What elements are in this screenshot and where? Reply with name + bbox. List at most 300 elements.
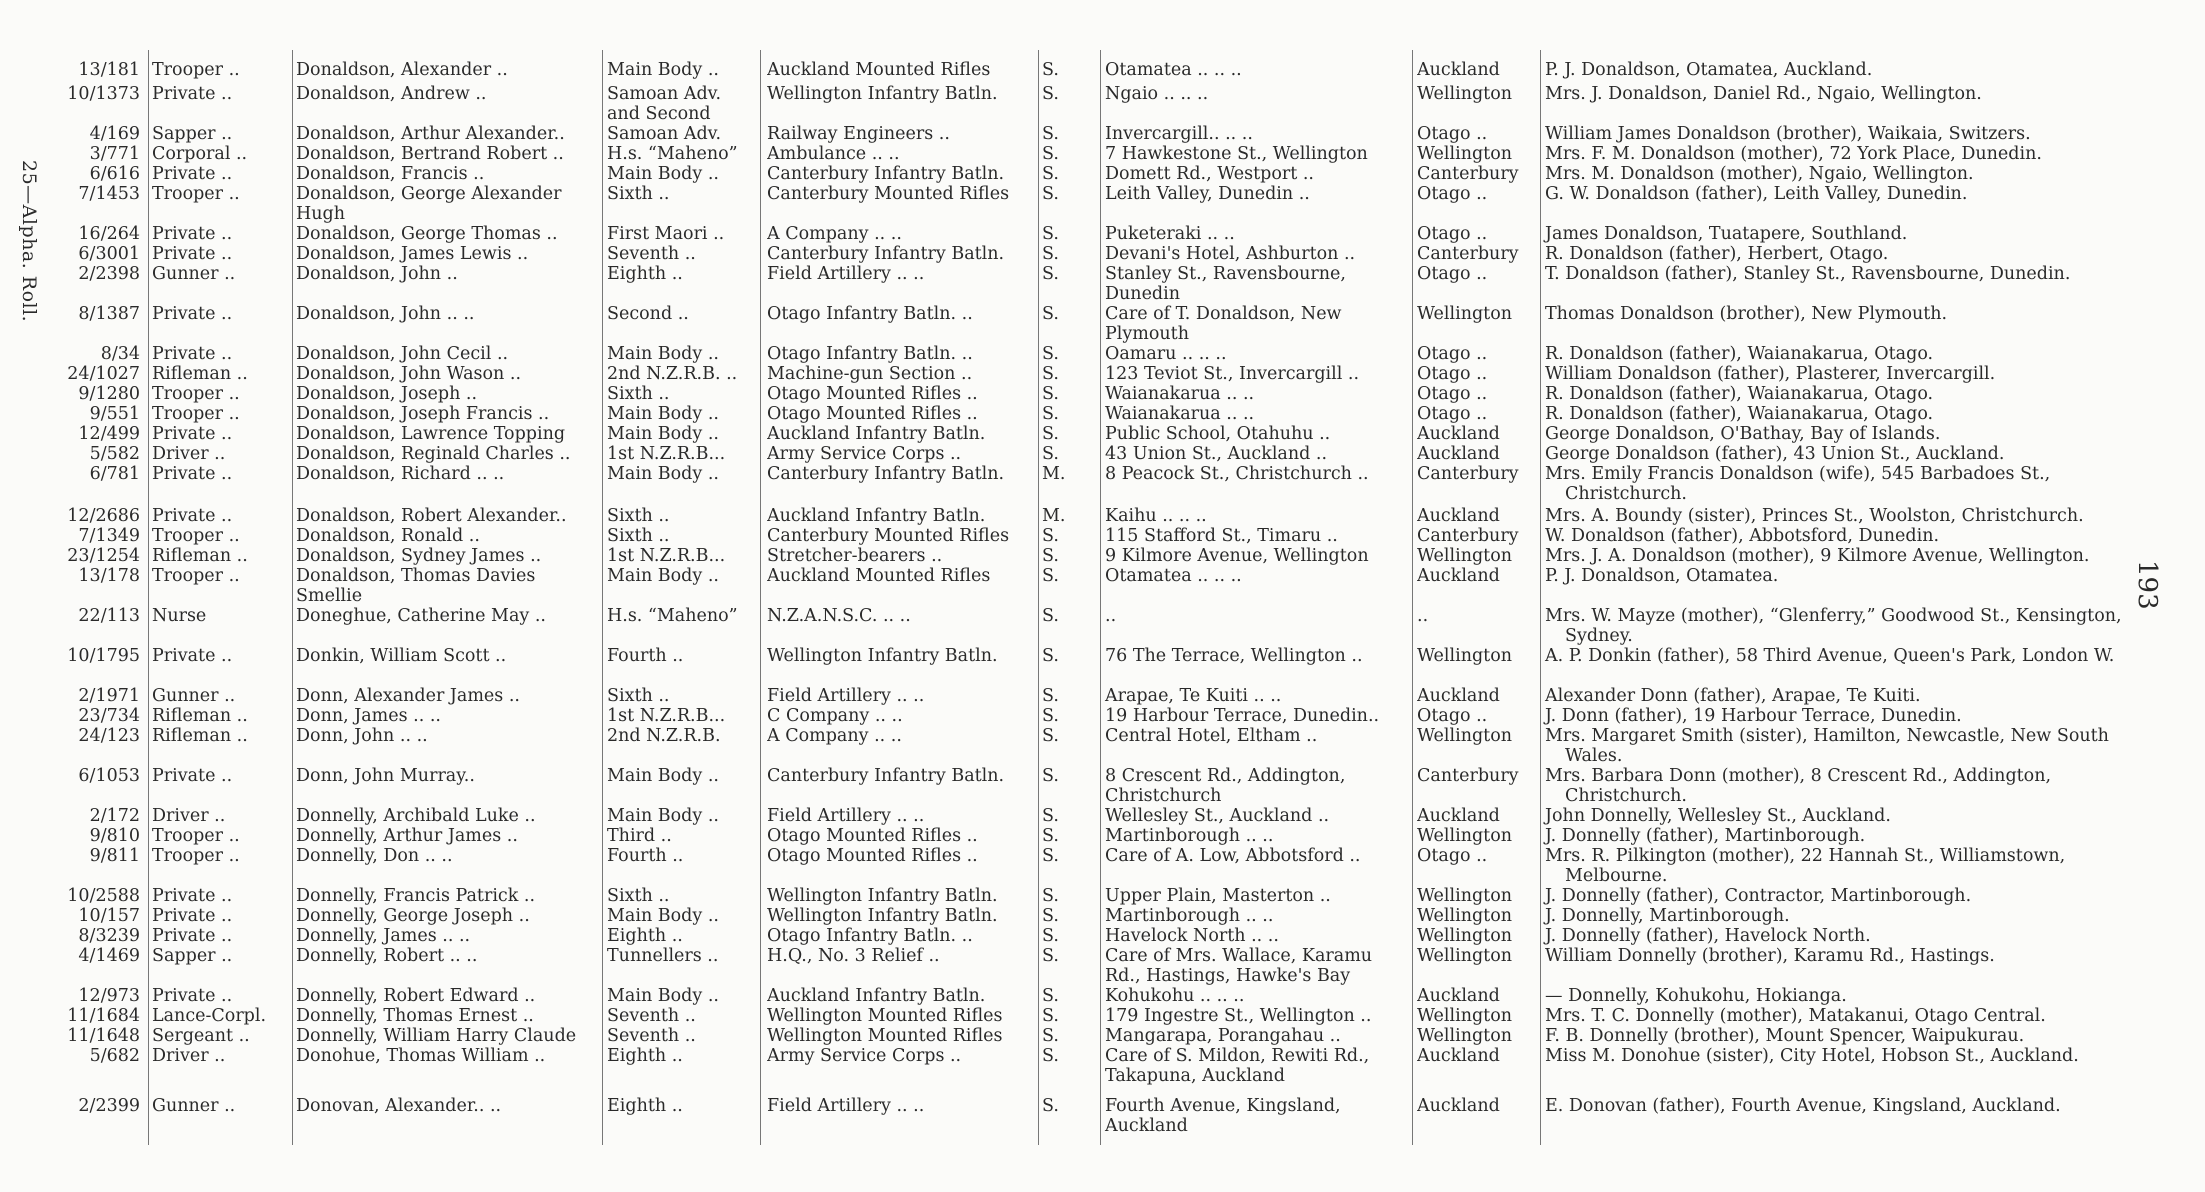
table-row bbox=[0, 404, 2205, 426]
rank: Rifleman .. bbox=[152, 364, 248, 384]
next-of-kin: E. Donovan (father), Fourth Avenue, Kingsland, Auckland. bbox=[1545, 1096, 2061, 1116]
rank: Rifleman .. bbox=[152, 706, 248, 726]
soldier-name: Donaldson, Lawrence Topping bbox=[296, 424, 566, 444]
unit: Main Body .. bbox=[607, 806, 719, 826]
rank: Private .. bbox=[152, 244, 233, 264]
corps: Army Service Corps .. bbox=[767, 444, 962, 464]
rank: Corporal .. bbox=[152, 144, 248, 164]
corps: Wellington Infantry Batln. bbox=[767, 886, 998, 906]
marital-status: S. bbox=[1042, 846, 1059, 866]
table-row bbox=[0, 464, 2205, 504]
rank: Lance-Corpl. bbox=[152, 1006, 267, 1026]
next-of-kin: Mrs. A. Boundy (sister), Princes St., Woolston, Christchurch. bbox=[1545, 506, 2084, 526]
next-of-kin: F. B. Donnelly (brother), Mount Spencer, Waipukurau. bbox=[1545, 1026, 2025, 1046]
unit: Sixth .. bbox=[607, 686, 670, 706]
table-row bbox=[0, 906, 2205, 928]
marital-status: S. bbox=[1042, 144, 1059, 164]
roll-number: 10/157 bbox=[78, 906, 140, 926]
marital-status: S. bbox=[1042, 244, 1059, 264]
district: Auckland bbox=[1417, 566, 1500, 586]
district: Canterbury bbox=[1417, 766, 1519, 786]
district: Otago .. bbox=[1417, 124, 1488, 144]
soldier-name: Donaldson, Ronald .. bbox=[296, 526, 480, 546]
next-of-kin: J. Donnelly (father), Contractor, Martinborough. bbox=[1545, 886, 1972, 906]
roll-number: 23/734 bbox=[78, 706, 140, 726]
address: 43 Union St., Auckland .. bbox=[1105, 444, 1328, 464]
table-row bbox=[0, 846, 2205, 886]
next-of-kin: R. Donaldson (father), Waianakarua, Otago. bbox=[1545, 404, 1934, 424]
marital-status: S. bbox=[1042, 60, 1059, 80]
table-row bbox=[0, 364, 2205, 386]
unit: Tunnellers .. bbox=[607, 946, 719, 966]
corps: Wellington Infantry Batln. bbox=[767, 646, 998, 666]
district: Auckland bbox=[1417, 686, 1500, 706]
column-divider bbox=[1540, 50, 1541, 1145]
next-of-kin: William James Donaldson (brother), Waikaia, Switzers. bbox=[1545, 124, 2031, 144]
district: Wellington bbox=[1417, 646, 1513, 666]
next-of-kin: Mrs. R. Pilkington (mother), 22 Hannah St., Williamstown, Melbourne. bbox=[1545, 846, 2066, 886]
corps: Auckland Mounted Rifles bbox=[767, 60, 991, 80]
roll-number: 22/113 bbox=[78, 606, 140, 626]
rank: Sergeant .. bbox=[152, 1026, 250, 1046]
corps: Otago Infantry Batln. .. bbox=[767, 344, 973, 364]
district: Auckland bbox=[1417, 1046, 1500, 1066]
unit: Second .. bbox=[607, 304, 689, 324]
table-row bbox=[0, 344, 2205, 366]
district: Wellington bbox=[1417, 304, 1513, 324]
corps: Canterbury Infantry Batln. bbox=[767, 464, 1005, 484]
district: Wellington bbox=[1417, 886, 1513, 906]
unit: Main Body .. bbox=[607, 766, 719, 786]
next-of-kin: George Donaldson (father), 43 Union St., Auckland. bbox=[1545, 444, 2005, 464]
roll-number: 9/551 bbox=[89, 404, 140, 424]
table-row bbox=[0, 546, 2205, 568]
roll-number: 12/499 bbox=[78, 424, 140, 444]
corps: Field Artillery .. .. bbox=[767, 264, 925, 284]
table-row bbox=[0, 264, 2205, 304]
rank: Rifleman .. bbox=[152, 546, 248, 566]
unit: Main Body .. bbox=[607, 60, 719, 80]
rank: Private .. bbox=[152, 464, 233, 484]
rank: Private .. bbox=[152, 506, 233, 526]
roll-number: 2/2399 bbox=[78, 1096, 140, 1116]
soldier-name: Donaldson, Joseph .. bbox=[296, 384, 478, 404]
rank: Private .. bbox=[152, 886, 233, 906]
address: Oamaru .. .. .. bbox=[1105, 344, 1227, 364]
unit: Sixth .. bbox=[607, 384, 670, 404]
address: Kohukohu .. .. .. bbox=[1105, 986, 1245, 1006]
corps: Canterbury Mounted Rifles bbox=[767, 526, 1010, 546]
marital-status: S. bbox=[1042, 726, 1059, 746]
district: Canterbury bbox=[1417, 164, 1519, 184]
district: Wellington bbox=[1417, 546, 1513, 566]
address: Martinborough .. .. bbox=[1105, 826, 1274, 846]
table-row bbox=[0, 444, 2205, 466]
marital-status: S. bbox=[1042, 124, 1059, 144]
unit: Fourth .. bbox=[607, 646, 684, 666]
rank: Driver .. bbox=[152, 806, 226, 826]
unit: 1st N.Z.R.B... bbox=[607, 546, 726, 566]
corps: Canterbury Infantry Batln. bbox=[767, 766, 1005, 786]
unit: Main Body .. bbox=[607, 986, 719, 1006]
marital-status: S. bbox=[1042, 646, 1059, 666]
soldier-name: Donohue, Thomas William .. bbox=[296, 1046, 546, 1066]
soldier-name: Donkin, William Scott .. bbox=[296, 646, 507, 666]
column-divider bbox=[602, 50, 603, 1145]
soldier-name: Donaldson, George Thomas .. bbox=[296, 224, 558, 244]
district: Wellington bbox=[1417, 826, 1513, 846]
roll-number: 8/3239 bbox=[78, 926, 140, 946]
table-row bbox=[0, 826, 2205, 848]
roll-number: 4/169 bbox=[89, 124, 140, 144]
district: Auckland bbox=[1417, 424, 1500, 444]
rank: Trooper .. bbox=[152, 526, 240, 546]
next-of-kin: Mrs. T. C. Donnelly (mother), Matakanui, Otago Central. bbox=[1545, 1006, 2046, 1026]
table-row bbox=[0, 606, 2205, 646]
column-divider bbox=[292, 50, 293, 1145]
district: Otago .. bbox=[1417, 344, 1488, 364]
page-number-text: 193 bbox=[2132, 560, 2162, 610]
rank: Private .. bbox=[152, 84, 233, 104]
marital-status: M. bbox=[1042, 464, 1066, 484]
roll-number: 5/682 bbox=[89, 1046, 140, 1066]
next-of-kin: Mrs. J. A. Donaldson (mother), 9 Kilmore Avenue, Wellington. bbox=[1545, 546, 2090, 566]
marital-status: S. bbox=[1042, 264, 1059, 284]
district: .. bbox=[1417, 606, 1429, 626]
unit: 1st N.Z.R.B... bbox=[607, 706, 726, 726]
corps: C Company .. .. bbox=[767, 706, 903, 726]
next-of-kin: James Donaldson, Tuatapere, Southland. bbox=[1545, 224, 1908, 244]
soldier-name: Donn, Alexander James .. bbox=[296, 686, 520, 706]
next-of-kin: P. J. Donaldson, Otamatea, Auckland. bbox=[1545, 60, 1873, 80]
column-divider bbox=[1038, 50, 1039, 1145]
table-row bbox=[0, 184, 2205, 224]
roll-number: 13/181 bbox=[78, 60, 140, 80]
district: Canterbury bbox=[1417, 526, 1519, 546]
next-of-kin: George Donaldson, O'Bathay, Bay of Islands. bbox=[1545, 424, 1941, 444]
address: 179 Ingestre St., Wellington .. bbox=[1105, 1006, 1372, 1026]
address: Wellesley St., Auckland .. bbox=[1105, 806, 1330, 826]
roll-number: 13/178 bbox=[78, 566, 140, 586]
column-divider bbox=[1100, 50, 1101, 1145]
corps: N.Z.A.N.S.C. .. .. bbox=[767, 606, 911, 626]
marital-status: S. bbox=[1042, 946, 1059, 966]
next-of-kin: Mrs. M. Donaldson (mother), Ngaio, Wellington. bbox=[1545, 164, 1974, 184]
unit: Main Body .. bbox=[607, 344, 719, 364]
rank: Private .. bbox=[152, 304, 233, 324]
address: Otamatea .. .. .. bbox=[1105, 566, 1242, 586]
corps: Wellington Mounted Rifles bbox=[767, 1006, 1003, 1026]
table-row bbox=[0, 646, 2205, 668]
unit: Sixth .. bbox=[607, 506, 670, 526]
district: Wellington bbox=[1417, 84, 1513, 104]
unit: H.s. “Maheno” bbox=[607, 144, 738, 164]
rank: Rifleman .. bbox=[152, 726, 248, 746]
corps: Wellington Infantry Batln. bbox=[767, 84, 998, 104]
table-row bbox=[0, 124, 2205, 146]
marital-status: S. bbox=[1042, 84, 1059, 104]
unit: Sixth .. bbox=[607, 886, 670, 906]
rank: Private .. bbox=[152, 926, 233, 946]
corps: Army Service Corps .. bbox=[767, 1046, 962, 1066]
soldier-name: Donnelly, Archibald Luke .. bbox=[296, 806, 536, 826]
address: Public School, Otahuhu .. bbox=[1105, 424, 1331, 444]
table-row bbox=[0, 84, 2205, 124]
roll-number: 4/1469 bbox=[78, 946, 140, 966]
next-of-kin: Thomas Donaldson (brother), New Plymouth. bbox=[1545, 304, 1948, 324]
unit: First Maori .. bbox=[607, 224, 725, 244]
marital-status: S. bbox=[1042, 886, 1059, 906]
roll-number: 2/172 bbox=[89, 806, 140, 826]
district: Otago .. bbox=[1417, 846, 1488, 866]
unit: Fourth .. bbox=[607, 846, 684, 866]
marital-status: S. bbox=[1042, 224, 1059, 244]
next-of-kin: R. Donaldson (father), Waianakarua, Otago. bbox=[1545, 344, 1934, 364]
soldier-name: Donaldson, Joseph Francis .. bbox=[296, 404, 550, 424]
table-row bbox=[0, 1006, 2205, 1028]
rank: Private .. bbox=[152, 224, 233, 244]
marital-status: S. bbox=[1042, 1026, 1059, 1046]
marital-status: S. bbox=[1042, 184, 1059, 204]
unit: Main Body .. bbox=[607, 164, 719, 184]
address: 7 Hawkestone St., Wellington bbox=[1105, 144, 1368, 164]
soldier-name: Donnelly, Thomas Ernest .. bbox=[296, 1006, 534, 1026]
marital-status: S. bbox=[1042, 546, 1059, 566]
roll-number: 8/1387 bbox=[78, 304, 140, 324]
corps: Wellington Mounted Rifles bbox=[767, 1026, 1003, 1046]
address: Care of Mrs. Wallace, Karamu Rd., Hastings, Hawke's Bay bbox=[1105, 946, 1373, 986]
table-row bbox=[0, 1096, 2205, 1136]
corps: Railway Engineers .. bbox=[767, 124, 950, 144]
address: Fourth Avenue, Kingsland, Auckland bbox=[1105, 1096, 1341, 1136]
table-row bbox=[0, 506, 2205, 528]
district: Auckland bbox=[1417, 444, 1500, 464]
address: 123 Teviot St., Invercargill .. bbox=[1105, 364, 1360, 384]
address: Upper Plain, Masterton .. bbox=[1105, 886, 1331, 906]
corps: Otago Mounted Rifles .. bbox=[767, 384, 978, 404]
rank: Gunner .. bbox=[152, 1096, 236, 1116]
district: Auckland bbox=[1417, 60, 1500, 80]
table-row bbox=[0, 224, 2205, 246]
next-of-kin: Alexander Donn (father), Arapae, Te Kuiti. bbox=[1545, 686, 1921, 706]
table-row bbox=[0, 766, 2205, 806]
column-divider bbox=[148, 50, 149, 1145]
table-row bbox=[0, 726, 2205, 766]
district: Wellington bbox=[1417, 1026, 1513, 1046]
soldier-name: Donaldson, Bertrand Robert .. bbox=[296, 144, 564, 164]
address: Domett Rd., Westport .. bbox=[1105, 164, 1314, 184]
unit: Seventh .. bbox=[607, 1006, 696, 1026]
district: Otago .. bbox=[1417, 264, 1488, 284]
table-row bbox=[0, 164, 2205, 186]
soldier-name: Donovan, Alexander.. .. bbox=[296, 1096, 502, 1116]
address: 9 Kilmore Avenue, Wellington bbox=[1105, 546, 1369, 566]
rank: Private .. bbox=[152, 906, 233, 926]
soldier-name: Donnelly, Robert Edward .. bbox=[296, 986, 536, 1006]
address: Puketeraki .. .. bbox=[1105, 224, 1235, 244]
rank: Trooper .. bbox=[152, 846, 240, 866]
district: Otago .. bbox=[1417, 706, 1488, 726]
district: Canterbury bbox=[1417, 244, 1519, 264]
rank: Trooper .. bbox=[152, 60, 240, 80]
unit: Eighth .. bbox=[607, 1046, 683, 1066]
next-of-kin: Mrs. J. Donaldson, Daniel Rd., Ngaio, Wellington. bbox=[1545, 84, 1982, 104]
unit: H.s. “Maheno” bbox=[607, 606, 738, 626]
district: Otago .. bbox=[1417, 224, 1488, 244]
corps: Otago Infantry Batln. .. bbox=[767, 926, 973, 946]
roll-number: 10/2588 bbox=[67, 886, 140, 906]
roll-number: 6/781 bbox=[89, 464, 140, 484]
corps: Auckland Mounted Rifles bbox=[767, 566, 991, 586]
corps: Auckland Infantry Batln. bbox=[767, 424, 986, 444]
roll-number: 2/2398 bbox=[78, 264, 140, 284]
unit: Eighth .. bbox=[607, 926, 683, 946]
soldier-name: Donnelly, Arthur James .. bbox=[296, 826, 518, 846]
table-row bbox=[0, 304, 2205, 344]
roll-number: 8/34 bbox=[100, 344, 140, 364]
roll-number: 24/123 bbox=[78, 726, 140, 746]
marital-status: S. bbox=[1042, 304, 1059, 324]
roll-number: 6/1053 bbox=[78, 766, 140, 786]
roll-number: 9/811 bbox=[89, 846, 140, 866]
roll-number: 12/973 bbox=[78, 986, 140, 1006]
marital-status: S. bbox=[1042, 926, 1059, 946]
next-of-kin: P. J. Donaldson, Otamatea. bbox=[1545, 566, 1779, 586]
next-of-kin: Mrs. Margaret Smith (sister), Hamilton, Newcastle, New South Wales. bbox=[1545, 726, 2109, 766]
roll-number: 9/810 bbox=[89, 826, 140, 846]
soldier-name: Donaldson, Richard .. .. bbox=[296, 464, 505, 484]
address: Mangarapa, Porangahau .. bbox=[1105, 1026, 1341, 1046]
address: Invercargill.. .. .. bbox=[1105, 124, 1253, 144]
table-row bbox=[0, 706, 2205, 728]
corps: Stretcher-bearers .. bbox=[767, 546, 943, 566]
soldier-name: Donaldson, John .. bbox=[296, 264, 458, 284]
soldier-name: Donn, John Murray.. bbox=[296, 766, 475, 786]
marital-status: S. bbox=[1042, 826, 1059, 846]
soldier-name: Donaldson, Arthur Alexander.. bbox=[296, 124, 565, 144]
address: 115 Stafford St., Timaru .. bbox=[1105, 526, 1338, 546]
rank: Private .. bbox=[152, 344, 233, 364]
soldier-name: Donaldson, Robert Alexander.. bbox=[296, 506, 567, 526]
soldier-name: Donaldson, Thomas Davies Smellie bbox=[296, 566, 536, 606]
table-row bbox=[0, 526, 2205, 548]
rank: Private .. bbox=[152, 766, 233, 786]
marital-status: S. bbox=[1042, 364, 1059, 384]
corps: Otago Mounted Rifles .. bbox=[767, 846, 978, 866]
table-row bbox=[0, 686, 2205, 708]
corps: A Company .. .. bbox=[767, 726, 902, 746]
marital-status: S. bbox=[1042, 444, 1059, 464]
marital-status: S. bbox=[1042, 686, 1059, 706]
unit: Eighth .. bbox=[607, 1096, 683, 1116]
district: Otago .. bbox=[1417, 184, 1488, 204]
next-of-kin: J. Donn (father), 19 Harbour Terrace, Dunedin. bbox=[1545, 706, 1962, 726]
rank: Sapper .. bbox=[152, 946, 233, 966]
rank: Sapper .. bbox=[152, 124, 233, 144]
next-of-kin: J. Donnelly, Martinborough. bbox=[1545, 906, 1790, 926]
address: Stanley St., Ravensbourne, Dunedin bbox=[1105, 264, 1346, 304]
corps: Field Artillery .. .. bbox=[767, 806, 925, 826]
corps: Field Artillery .. .. bbox=[767, 1096, 925, 1116]
marital-status: S. bbox=[1042, 344, 1059, 364]
soldier-name: Donnelly, James .. .. bbox=[296, 926, 471, 946]
address: Martinborough .. .. bbox=[1105, 906, 1274, 926]
address: .. bbox=[1105, 606, 1117, 626]
roll-number: 11/1684 bbox=[67, 1006, 140, 1026]
table-row bbox=[0, 886, 2205, 908]
next-of-kin: G. W. Donaldson (father), Leith Valley, Dunedin. bbox=[1545, 184, 1968, 204]
rank: Private .. bbox=[152, 164, 233, 184]
roll-number: 10/1795 bbox=[67, 646, 140, 666]
unit: Samoan Adv. bbox=[607, 124, 722, 144]
next-of-kin: J. Donnelly (father), Martinborough. bbox=[1545, 826, 1866, 846]
soldier-name: Donnelly, Robert .. .. bbox=[296, 946, 478, 966]
next-of-kin: W. Donaldson (father), Abbotsford, Dunedin. bbox=[1545, 526, 1940, 546]
soldier-name: Donnelly, William Harry Claude bbox=[296, 1026, 577, 1046]
rank: Driver .. bbox=[152, 1046, 226, 1066]
table-row bbox=[0, 144, 2205, 166]
soldier-name: Donaldson, James Lewis .. bbox=[296, 244, 529, 264]
marital-status: S. bbox=[1042, 986, 1059, 1006]
next-of-kin: Mrs. F. M. Donaldson (mother), 72 York Place, Dunedin. bbox=[1545, 144, 2042, 164]
rank: Trooper .. bbox=[152, 184, 240, 204]
soldier-name: Donaldson, George Alexander Hugh bbox=[296, 184, 562, 224]
district: Auckland bbox=[1417, 1096, 1500, 1116]
marital-status: S. bbox=[1042, 566, 1059, 586]
table-row bbox=[0, 384, 2205, 406]
corps: Wellington Infantry Batln. bbox=[767, 906, 998, 926]
district: Wellington bbox=[1417, 1006, 1513, 1026]
roll-number: 3/771 bbox=[89, 144, 140, 164]
soldier-name: Donnelly, Don .. .. bbox=[296, 846, 453, 866]
column-divider bbox=[1412, 50, 1413, 1145]
unit: Main Body .. bbox=[607, 404, 719, 424]
table-row bbox=[0, 1046, 2205, 1086]
marital-status: S. bbox=[1042, 424, 1059, 444]
marital-status: S. bbox=[1042, 806, 1059, 826]
corps: Canterbury Infantry Batln. bbox=[767, 244, 1005, 264]
marital-status: S. bbox=[1042, 384, 1059, 404]
marital-status: S. bbox=[1042, 526, 1059, 546]
marital-status: S. bbox=[1042, 1096, 1059, 1116]
address: Arapae, Te Kuiti .. .. bbox=[1105, 686, 1282, 706]
next-of-kin: Mrs. Barbara Donn (mother), 8 Crescent Rd., Addington, Christchurch. bbox=[1545, 766, 2052, 806]
column-divider bbox=[760, 50, 761, 1145]
corps: Canterbury Infantry Batln. bbox=[767, 164, 1005, 184]
unit: Samoan Adv. and Second bbox=[607, 84, 722, 124]
next-of-kin: John Donnelly, Wellesley St., Auckland. bbox=[1545, 806, 1891, 826]
roll-number: 2/1971 bbox=[78, 686, 140, 706]
corps: Auckland Infantry Batln. bbox=[767, 506, 986, 526]
soldier-name: Donnelly, Francis Patrick .. bbox=[296, 886, 536, 906]
table-row bbox=[0, 806, 2205, 828]
corps: Field Artillery .. .. bbox=[767, 686, 925, 706]
soldier-name: Donaldson, Reginald Charles .. bbox=[296, 444, 571, 464]
next-of-kin: — Donnelly, Kohukohu, Hokianga. bbox=[1545, 986, 1847, 1006]
soldier-name: Donaldson, Andrew .. bbox=[296, 84, 487, 104]
corps: Otago Mounted Rifles .. bbox=[767, 826, 978, 846]
address: Otamatea .. .. .. bbox=[1105, 60, 1242, 80]
corps: Otago Infantry Batln. .. bbox=[767, 304, 973, 324]
rank: Trooper .. bbox=[152, 826, 240, 846]
table-row bbox=[0, 926, 2205, 948]
district: Wellington bbox=[1417, 946, 1513, 966]
address: Care of T. Donaldson, New Plymouth bbox=[1105, 304, 1342, 344]
next-of-kin: William Donaldson (father), Plasterer, Invercargill. bbox=[1545, 364, 1996, 384]
roll-number: 7/1349 bbox=[78, 526, 140, 546]
address: Leith Valley, Dunedin .. bbox=[1105, 184, 1310, 204]
soldier-name: Donaldson, John Wason .. bbox=[296, 364, 522, 384]
